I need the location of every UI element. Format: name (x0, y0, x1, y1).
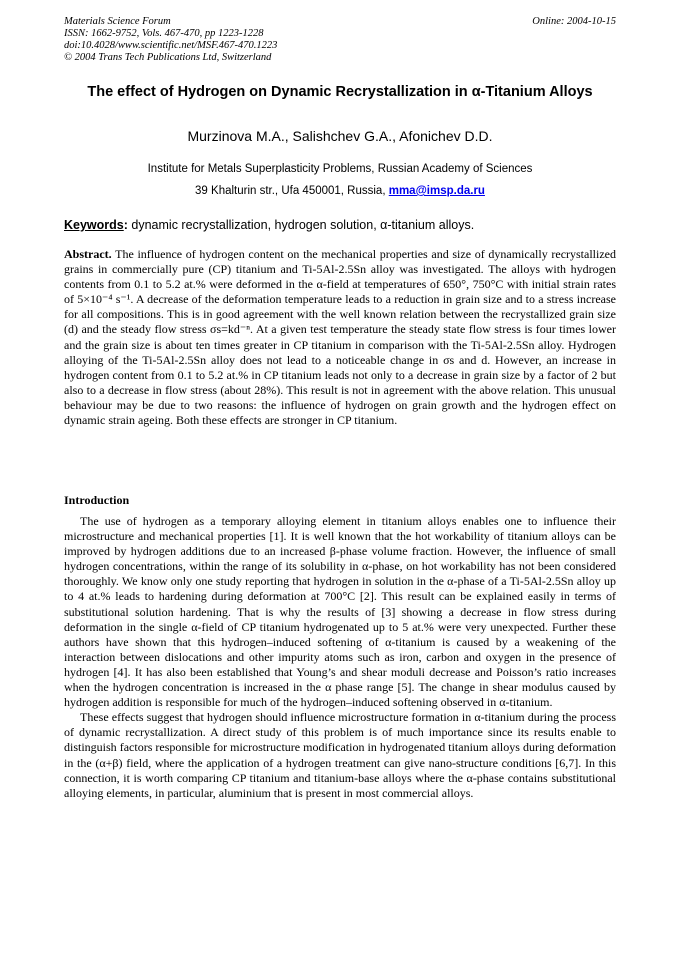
institute-name: Institute for Metals Superplasticity Problems, Russian Academy of Sciences (147, 163, 533, 175)
paper-title: The effect of Hydrogen on Dynamic Recrystallization in α-Titanium Alloys (87, 84, 593, 100)
online-date: Online: 2004-10-15 (532, 16, 616, 27)
email-link[interactable]: mma@imsp.da.ru (388, 185, 485, 197)
address-text: 39 Khalturin str., Ufa 450001, Russia, (195, 185, 389, 197)
issn-line: ISSN: 1662-9752, Vols. 467-470, pp 1223-1228 (64, 28, 264, 39)
doi-line: doi:10.4028/www.scientific.net/MSF.467-470.1223 (64, 40, 278, 51)
abstract-label: Abstract. (64, 247, 112, 261)
keywords-label: Keywords (64, 218, 124, 232)
abstract (64, 247, 616, 428)
intro-paragraph-2: These effects suggest that hydrogen should influence microstructure formation in α-titanium during the process of dynamic recrystallization. A direct study of this problem is of much importance since its results enable to distinguish factors responsible for microstructure modification in hydrogenated titanium alloys during deformation in the (α+β) field, where the application of a hydrogen treatment can give nano-structure conditions [6,7]. In this connection, it is worth comparing CP titanium and titanium-base alloys where the α-phase contains substitutional alloying elements, in particular, aluminium that is present in most commercial alloys. (64, 710, 616, 800)
journal-name: Materials Science Forum (64, 16, 171, 27)
introduction-body (64, 514, 616, 801)
abstract-text: The influence of hydrogen content on the mechanical properties and size of dynamically recrystallized grains in commercially pure (CP) titanium and Ti-5Al-2.5Sn alloy was investigated. The alloys with hydrogen contents from 0.1 to 5.2 at.% were deformed in the α-field at temperatures of 650°, 750°C with initial strain rates of 5×10⁻⁴ s⁻¹. A decrease of the deformation temperature leads to a reduction in grain size and to a stress increase for all compositions. This is in good agreement with the well known relation between the recrystallized grain size (d) and the steady flow stress σs=kd⁻ⁿ. At a given test temperature the steady state flow stress is four times lower and the grain size is about ten times greater in CP titanium in comparison with the Ti-5Al-2.5Sn alloy. Hydrogen alloying of the Ti-5Al-2.5Sn alloy does not lead to a noticeable change in σs and d. However, an increase in hydrogen content from 0.1 to 5.2 at.% in CP titanium leads not only to a decrease in grain size by a factor of 2 but also to a decrease in flow stress (about 28%). This result is not in agreement with the above relation. This unusual behaviour may be due to two reasons: the influence of hydrogen on grain growth and the hydrogen effect on dynamic strain ageing. Both these effects are stronger in CP titanium. (64, 247, 616, 428)
keywords-text: dynamic recrystallization, hydrogen solution, α-titanium alloys. (131, 218, 475, 232)
copyright-line: © 2004 Trans Tech Publications Ltd, Switzerland (64, 52, 272, 63)
introduction-heading: Introduction (64, 493, 130, 507)
institute-address (64, 180, 616, 202)
author-list: Murzinova M.A., Salishchev G.A., Afonichev D.D. (187, 128, 493, 144)
keywords: Keywords: dynamic recrystallization, hydrogen solution, α-titanium alloys. (64, 218, 475, 232)
affiliation (64, 158, 616, 202)
publication-header (64, 16, 616, 64)
intro-paragraph-1: The use of hydrogen as a temporary alloying element in titanium alloys enables one to influence their microstructure and mechanical properties [1]. It is well known that the hot workability of titanium alloys can be improved by hydrogen additions due to an increased β-phase volume fraction. However, the influence of small hydrogen concentrations, within the range of its solubility in α-phase, on hot workability has not been considered thoroughly. We know only one study reporting that hydrogen in solution in the α-phase of a Ti-5Al-2.5Sn alloy up to 4 at.% leads to hardening during deformation at 700°C [2]. This result can be explained easily in terms of substitutional solution hardening. That is why the results of [3] showing a decrease in flow stress during deformation in the single α-field of CP titanium hydrogenated up to 5 at.% were very unexpected. Further these authors have shown that this hydrogen–induced softening of α-titanium is caused by a weakening of the interaction between dislocations and other impurity atoms such as iron, carbon and oxygen in the presence of hydrogen [4]. It has also been established that Young’s and shear moduli decrease and Poisson’s ratio increases when the hydrogen concentration is increased in the α phase range [5]. The change in shear modulus caused by hydrogen addition is responsible for much of the hydrogen–induced softening observed in α-titanium. (64, 514, 616, 710)
